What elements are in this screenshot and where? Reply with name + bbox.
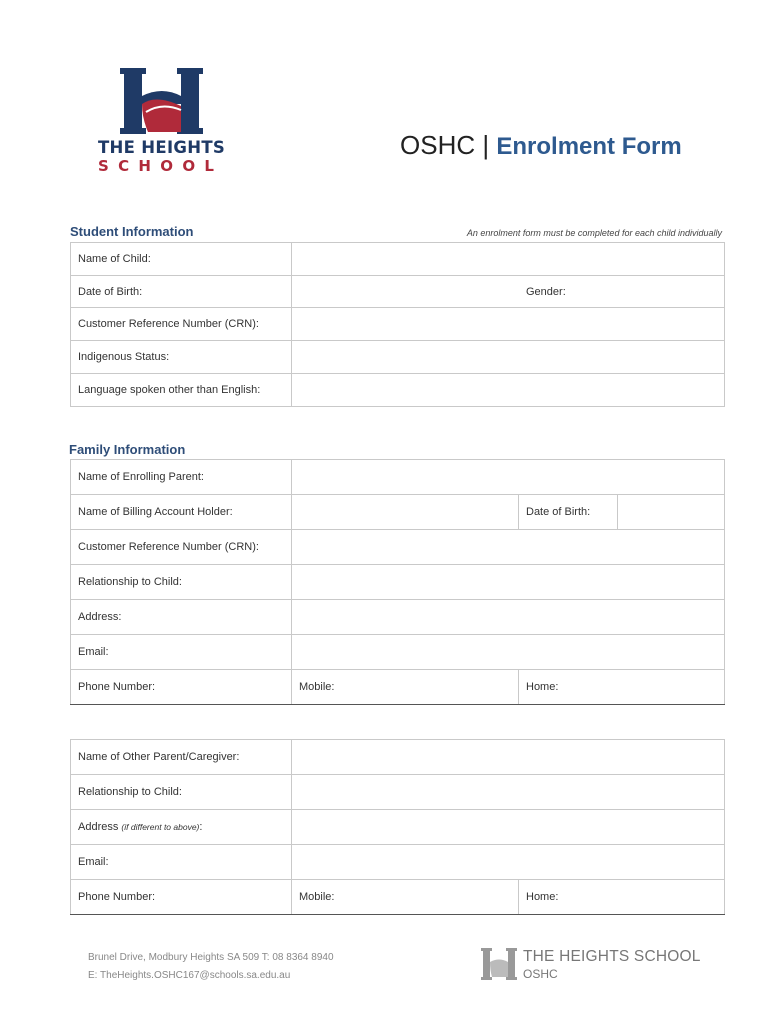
title-main: OSHC: [400, 130, 476, 160]
table-row: [71, 635, 725, 670]
student-note: An enrolment form must be completed for each child individually: [466, 228, 722, 238]
other-home-label: Home:: [526, 891, 559, 903]
family-address-field[interactable]: [292, 600, 725, 635]
child-dob-label: Date of Birth:: [71, 276, 292, 308]
billing-holder-label: Name of Billing Account Holder:: [71, 495, 292, 530]
title-sub: Enrolment Form: [496, 133, 682, 160]
indigenous-label: Indigenous Status:: [71, 341, 292, 374]
child-dob-gender-field[interactable]: [292, 276, 725, 308]
student-table: [70, 242, 725, 407]
family-email-label: Email:: [71, 635, 292, 670]
gender-label: Gender:: [526, 285, 566, 298]
indigenous-field[interactable]: [292, 341, 725, 374]
language-field[interactable]: [292, 374, 725, 407]
table-row: [71, 341, 725, 374]
other-parent-field[interactable]: [292, 740, 725, 775]
family-relationship-label: Relationship to Child:: [71, 565, 292, 600]
logo-line2: SCHOOL: [98, 157, 224, 175]
child-name-field[interactable]: [292, 243, 725, 276]
other-address-label: [71, 810, 292, 845]
table-row: [71, 460, 725, 495]
other-email-label: Email:: [71, 845, 292, 880]
table-row: [71, 276, 725, 308]
other-address-hint: (if different to above): [121, 822, 200, 832]
family-heading: Family Information: [69, 442, 186, 457]
other-relationship-label: Relationship to Child:: [71, 775, 292, 810]
family-table: [70, 459, 725, 705]
footer-address: Brunel Drive, Modbury Heights SA 509 T: 08 8364 8940: [88, 952, 334, 963]
family-address-label: Address:: [71, 600, 292, 635]
other-home-field[interactable]: [519, 880, 725, 915]
table-row: [71, 243, 725, 276]
other-address-text: Address: [78, 821, 119, 833]
other-mobile-label: Mobile:: [299, 891, 335, 903]
other-address-field[interactable]: [292, 810, 725, 845]
footer-contact: [88, 949, 334, 985]
table-row: [71, 775, 725, 810]
family-crn-field[interactable]: [292, 530, 725, 565]
title-separator: |: [482, 130, 490, 160]
family-crn-label: Customer Reference Number (CRN):: [71, 530, 292, 565]
student-heading: Student Information: [70, 224, 194, 239]
family-email-field[interactable]: [292, 635, 725, 670]
table-row: [71, 530, 725, 565]
footer-oshc: OSHC: [523, 967, 558, 981]
billing-dob-field[interactable]: [618, 495, 725, 530]
table-row: [71, 880, 725, 915]
other-relationship-field[interactable]: [292, 775, 725, 810]
table-row: [71, 670, 725, 705]
table-row: [71, 600, 725, 635]
family-phone-label: Phone Number:: [71, 670, 292, 705]
table-row: [71, 740, 725, 775]
other-parent-table: [70, 739, 725, 915]
footer-logo-icon: [480, 946, 520, 982]
table-row: [71, 495, 725, 530]
child-crn-field[interactable]: [292, 308, 725, 341]
family-mobile-field[interactable]: [292, 670, 519, 705]
footer-school-name: THE HEIGHTS SCHOOL: [523, 948, 701, 965]
family-relationship-field[interactable]: [292, 565, 725, 600]
other-mobile-field[interactable]: [292, 880, 519, 915]
home-label: Home:: [526, 681, 559, 693]
table-row: [71, 565, 725, 600]
billing-holder-field[interactable]: [292, 495, 519, 530]
enrolling-parent-field[interactable]: [292, 460, 725, 495]
billing-dob-label: Date of Birth:: [519, 495, 618, 530]
family-home-field[interactable]: [519, 670, 725, 705]
other-address-colon: :: [199, 821, 203, 833]
enrolling-parent-label: Name of Enrolling Parent:: [71, 460, 292, 495]
table-row: [71, 810, 725, 845]
table-row: [71, 374, 725, 407]
other-parent-label: Name of Other Parent/Caregiver:: [71, 740, 292, 775]
table-row: [71, 845, 725, 880]
child-name-label: Name of Child:: [71, 243, 292, 276]
table-row: [71, 308, 725, 341]
page-title: [400, 130, 682, 161]
footer-email: E: TheHeights.OSHC167@schools.sa.edu.au: [88, 970, 291, 981]
other-email-field[interactable]: [292, 845, 725, 880]
logo-line1: THE HEIGHTS: [98, 138, 226, 157]
language-label: Language spoken other than English:: [71, 374, 292, 407]
other-phone-label: Phone Number:: [71, 880, 292, 915]
mobile-label: Mobile:: [299, 681, 335, 693]
child-crn-label: Customer Reference Number (CRN):: [71, 308, 292, 341]
